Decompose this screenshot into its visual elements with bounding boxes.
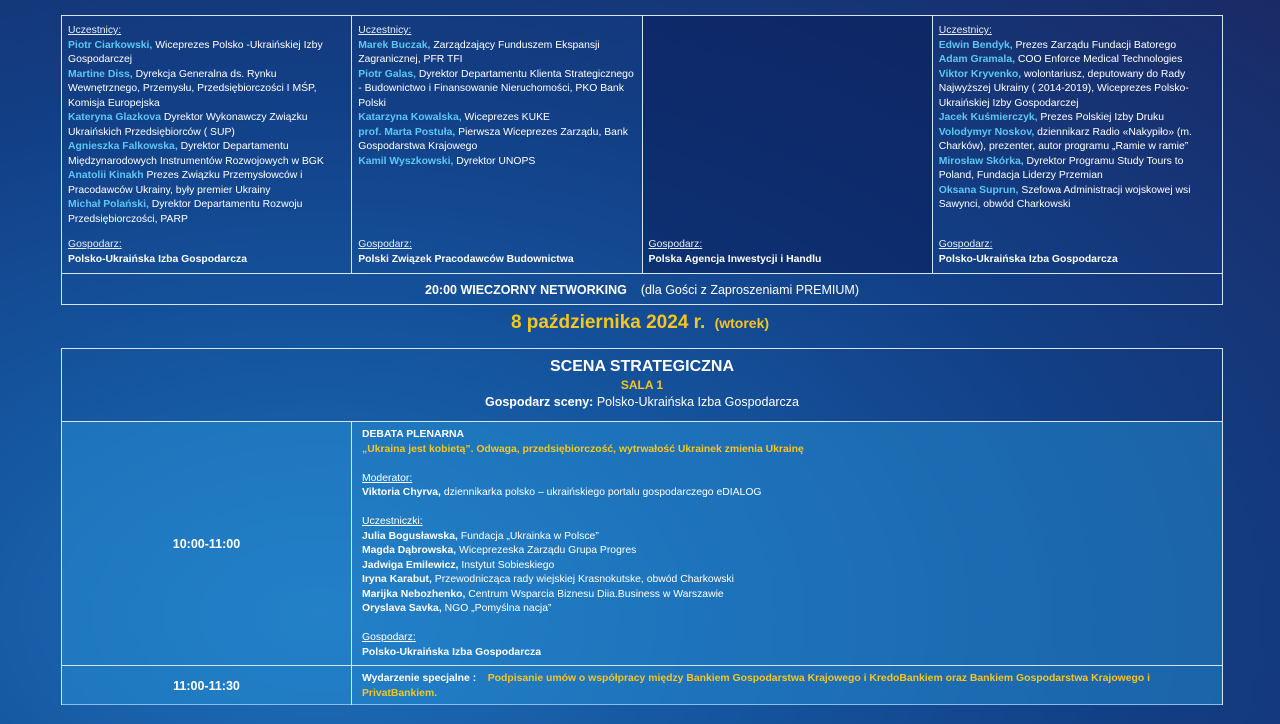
participant-name: Iryna Karabut,	[362, 574, 432, 585]
session-row	[62, 422, 1222, 666]
networking-note: (dla Gości z Zaproszeniami PREMIUM)	[640, 283, 859, 297]
participant-entry	[362, 573, 1212, 588]
participant-entry	[939, 39, 1216, 54]
host-block	[358, 238, 573, 267]
participant-name: Piotr Galas,	[358, 68, 416, 80]
participant-entry	[68, 111, 345, 140]
host-label: Gospodarz:	[358, 239, 412, 250]
host-label: Gospodarz:	[68, 239, 122, 250]
session-topic: „Ukraina jest kobietą”. Odwaga, przedsiębiorczość, wytrwałość Ukrainek zmienia Ukrainę	[362, 443, 804, 455]
host-name: Polsko-Ukraińska Izba Gospodarcza	[938, 253, 1118, 265]
scene-host	[62, 395, 1222, 409]
participant-entry	[358, 68, 635, 112]
participant-role: dziennikarz Radio «Nakypiło» (m. Charków), prezenter, autor programu „Ramie w ramie”	[938, 126, 1192, 152]
participant-name: Anatolii Kinakh	[68, 170, 144, 181]
participant-name: Edwin Bendyk,	[938, 39, 1013, 51]
participant-name: Marijka Nebozhenko,	[362, 588, 466, 600]
participant-role: Pierwsza Wiceprezes Zarządu, Bank Gospodarstwa Krajowego	[358, 126, 628, 152]
scene-header	[62, 349, 1222, 422]
participant-entry	[68, 169, 345, 198]
day-one-panel-grid	[61, 15, 1223, 305]
participant-role: wolontariusz, deputowany do Rady Najwyższej Ukrainy ( 2014-2019), Wiceprezes Polsko-Ukraińskiej Izby Gospodarczej	[938, 68, 1189, 109]
participant-entry	[939, 184, 1216, 213]
host-block	[68, 238, 247, 267]
participant-name: Jadwiga Emilewicz,	[362, 559, 459, 571]
participant-name: Kamil Wyszkowski,	[358, 155, 454, 167]
participant-entry	[68, 68, 345, 112]
participant-entry	[939, 68, 1216, 112]
moderator-entry	[362, 486, 1212, 501]
participant-role: Dyrektor Departamentu Międzynarodowych Instrumentów Rozwojowych w BGK	[68, 141, 324, 167]
participant-role: Wiceprezes Polsko -Ukraińskiej Izby Gospodarczej	[68, 39, 323, 65]
participants-label: Uczestnicy:	[68, 25, 122, 36]
participant-role: Instytut Sobieskiego	[458, 559, 555, 571]
participant-role: Dyrektor UNOPS	[453, 155, 536, 167]
host-label: Gospodarz:	[362, 632, 416, 643]
participant-entry	[939, 53, 1216, 68]
participant-role: Prezes Zarządu Fundacji Batorego	[1012, 39, 1177, 51]
strategic-scene-table	[61, 348, 1223, 705]
participant-entry	[362, 588, 1212, 603]
participant-name: Volodymyr Noskov,	[938, 126, 1035, 138]
panel-column-1	[62, 16, 352, 273]
moderator-label: Moderator:	[362, 472, 413, 484]
participant-name: prof. Marta Postuła,	[358, 126, 456, 138]
panel-column-2	[352, 16, 642, 273]
session-type: DEBATA PLENARNA	[362, 429, 464, 440]
participant-role: Wiceprezes KUKE	[461, 112, 550, 123]
host-name: Polska Agencja Inwestycji i Handlu	[648, 253, 822, 265]
event-description: Podpisanie umów o współpracy między Bankiem Gospodarstwa Krajowego i KredoBankiem oraz Bankiem Gospodarstwa Krajowego i PrivatBankiem.	[362, 673, 1150, 699]
event-label: Wydarzenie specjalne :	[362, 673, 477, 684]
participant-entry	[358, 39, 635, 68]
participant-role: Prezes Polskiej Izby Druku	[1037, 112, 1164, 123]
scene-host-label: Gospodarz sceny:	[484, 395, 594, 409]
panel-columns-row	[62, 16, 1222, 274]
host-label: Gospodarz:	[648, 239, 703, 250]
participant-name: Marek Buczak,	[358, 39, 431, 51]
participant-entry	[939, 155, 1216, 184]
participant-name: Katarzyna Kowalska,	[358, 112, 462, 123]
participant-name: Mirosław Skórka,	[938, 155, 1024, 167]
participants-label: Uczestniczki:	[362, 516, 423, 527]
session-time: 11:00-11:30	[62, 666, 352, 705]
participant-name: Agnieszka Falkowska,	[68, 141, 178, 152]
participant-role: Centrum Wsparcia Biznesu Diia.Business w Warszawie	[465, 588, 724, 600]
participant-role: Wiceprezeska Zarządu Grupa Progres	[456, 545, 637, 556]
participant-role: Dyrekcja Generalna ds. Rynku Wewnętrznego, Przemysłu, Przedsiębiorczości I MŚP, Komisja Europejska	[68, 68, 317, 109]
participant-entry	[362, 559, 1212, 574]
participant-role: Prezes Związku Przemysłowców i Pracodawców Ukrainy, były premier Ukrainy	[68, 170, 303, 196]
participant-role: Szefowa Administracji wojskowej wsi Sawynci, obwód Charkowski	[938, 184, 1191, 210]
participant-name: Magda Dąbrowska,	[362, 545, 457, 556]
panel-column-4	[933, 16, 1222, 273]
scene-host-name: Polsko-Ukraińska Izba Gospodarcza	[593, 395, 800, 409]
moderator-name: Viktoria Chyrva,	[362, 487, 441, 498]
participant-entry	[68, 39, 345, 68]
participant-name: Piotr Ciarkowski,	[68, 39, 153, 51]
day-weekday: (wtorek)	[714, 315, 770, 331]
host-block	[939, 238, 1118, 267]
scene-room: SALA 1	[620, 378, 664, 392]
participants-label: Uczestnicy:	[938, 25, 992, 36]
participant-role: Przewodnicząca rady wiejskiej Krasnokutske, obwód Charkowski	[431, 574, 734, 585]
participant-role: Dyrektor Departamentu Klienta Strategicznego - Budownictwo i Finansowanie Nieruchomości, PKO Bank Polski	[358, 68, 634, 109]
participant-name: Kateryna Glazkova	[68, 112, 161, 123]
participant-name: Julia Bogusławska,	[362, 530, 458, 542]
participant-name: Oryslava Savka,	[362, 603, 442, 614]
participant-entry	[68, 198, 345, 227]
participant-role: Zarządzający Funduszem Ekspansji Zagranicznej, PFR TFI	[358, 39, 600, 65]
participant-entry	[362, 544, 1212, 559]
scene-title: SCENA STRATEGICZNA	[550, 358, 734, 375]
host-label: Gospodarz:	[938, 239, 993, 250]
networking-title: 20:00 WIECZORNY NETWORKING	[425, 283, 627, 297]
day-heading	[0, 312, 1280, 334]
session-row	[62, 666, 1222, 705]
participant-entry	[362, 530, 1212, 545]
participant-name: Adam Gramala,	[938, 54, 1015, 65]
session-details	[352, 666, 1222, 705]
host-name: Polski Związek Pracodawców Budownictwa	[358, 253, 574, 265]
participant-entry	[358, 155, 635, 170]
session-details	[352, 422, 1222, 665]
participant-name: Viktor Kryvenko,	[938, 68, 1022, 80]
panel-column-3	[643, 16, 933, 273]
participant-entry	[68, 140, 345, 169]
participant-entry	[939, 111, 1216, 126]
participants-label: Uczestnicy:	[358, 25, 412, 36]
participant-entry	[358, 126, 635, 155]
participant-name: Oksana Suprun,	[938, 184, 1019, 196]
participant-entry	[939, 126, 1216, 155]
participant-name: Martine Diss,	[68, 68, 133, 80]
networking-row	[62, 274, 1222, 306]
participant-role: Dyrektor Wykonawczy Związku Ukraińskich Przedsiębiorców ( SUP)	[68, 112, 308, 138]
session-time: 10:00-11:00	[62, 422, 352, 665]
participant-role: NGO „Pomyślna nacja”	[441, 603, 552, 614]
host-block	[649, 238, 822, 267]
host-name: Polsko-Ukraińska Izba Gospodarcza	[68, 253, 248, 265]
participant-role: Dyrektor Departamentu Rozwoju Przedsiębiorczości, PARP	[68, 199, 303, 225]
participant-role: COO Enforce Medical Technologies	[1014, 54, 1183, 65]
participant-entry	[358, 111, 635, 126]
moderator-role: dziennikarka polsko – ukraińskiego portalu gospodarczego eDIALOG	[440, 487, 762, 498]
participant-name: Michał Polański,	[68, 199, 149, 210]
participant-role: Fundacja „Ukrainka w Polsce”	[457, 530, 599, 542]
participant-entry	[362, 602, 1212, 617]
host-name: Polsko-Ukraińska Izba Gospodarcza	[362, 646, 542, 658]
participant-role: Dyrektor Programu Study Tours to Poland, Fundacja Liderzy Przemian	[938, 155, 1184, 181]
day-date: 8 października 2024 r.	[510, 312, 706, 333]
participant-name: Jacek Kuśmierczyk,	[938, 112, 1038, 123]
